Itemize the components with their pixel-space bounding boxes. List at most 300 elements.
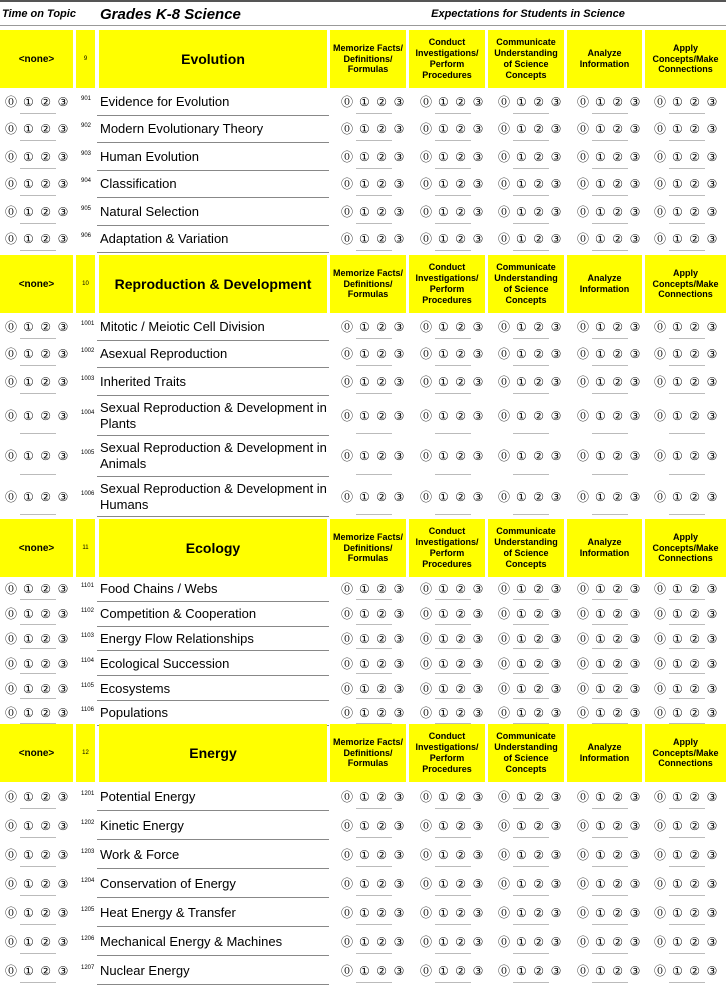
rating-bubble-2[interactable]: ② (533, 232, 545, 247)
rating-bubble-0[interactable]: ⓪ (653, 963, 666, 978)
rating-bubble-1[interactable]: ① (594, 963, 606, 978)
rating-bubble-2[interactable]: ② (612, 706, 624, 721)
rating-bubble-3[interactable]: ③ (550, 876, 562, 891)
rating-bubble-3[interactable]: ③ (472, 905, 484, 920)
rating-bubble-1[interactable]: ① (358, 122, 370, 137)
rating-bubble-1[interactable]: ① (515, 681, 527, 696)
rating-bubble-2[interactable]: ② (455, 149, 467, 164)
rating-bubble-2[interactable]: ② (455, 122, 467, 137)
rating-bubble-2[interactable]: ② (533, 319, 545, 334)
rating-bubble-3[interactable]: ③ (472, 876, 484, 891)
rating-bubble-0[interactable]: ⓪ (419, 489, 432, 504)
rating-bubble-1[interactable]: ① (671, 374, 683, 389)
rating-bubble-1[interactable]: ① (671, 934, 683, 949)
rating-bubble-2[interactable]: ② (455, 818, 467, 833)
rating-bubble-3[interactable]: ③ (57, 706, 69, 721)
rating-bubble-3[interactable]: ③ (706, 347, 718, 362)
rating-bubble-2[interactable]: ② (689, 449, 701, 464)
rating-bubble-0[interactable]: ⓪ (419, 232, 432, 247)
rating-bubble-0[interactable]: ⓪ (653, 408, 666, 423)
rating-bubble-1[interactable]: ① (515, 631, 527, 646)
rating-bubble-2[interactable]: ② (455, 963, 467, 978)
rating-bubble-3[interactable]: ③ (57, 905, 69, 920)
rating-bubble-1[interactable]: ① (671, 449, 683, 464)
rating-bubble-1[interactable]: ① (437, 818, 449, 833)
rating-bubble-1[interactable]: ① (22, 631, 34, 646)
rating-bubble-3[interactable]: ③ (472, 489, 484, 504)
rating-bubble-2[interactable]: ② (612, 232, 624, 247)
rating-bubble-3[interactable]: ③ (393, 706, 405, 721)
rating-bubble-3[interactable]: ③ (393, 232, 405, 247)
rating-bubble-1[interactable]: ① (515, 905, 527, 920)
rating-bubble-1[interactable]: ① (594, 347, 606, 362)
rating-bubble-0[interactable]: ⓪ (576, 122, 589, 137)
rating-bubble-2[interactable]: ② (376, 204, 388, 219)
rating-bubble-3[interactable]: ③ (550, 94, 562, 109)
rating-bubble-0[interactable]: ⓪ (653, 905, 666, 920)
rating-bubble-2[interactable]: ② (40, 847, 52, 862)
rating-bubble-2[interactable]: ② (376, 818, 388, 833)
rating-bubble-0[interactable]: ⓪ (653, 818, 666, 833)
rating-bubble-0[interactable]: ⓪ (4, 489, 17, 504)
rating-bubble-3[interactable]: ③ (629, 905, 641, 920)
rating-bubble-1[interactable]: ① (515, 374, 527, 389)
rating-bubble-0[interactable]: ⓪ (340, 204, 353, 219)
rating-bubble-3[interactable]: ③ (550, 905, 562, 920)
rating-bubble-1[interactable]: ① (515, 607, 527, 622)
rating-bubble-0[interactable]: ⓪ (653, 149, 666, 164)
rating-bubble-0[interactable]: ⓪ (576, 204, 589, 219)
rating-bubble-1[interactable]: ① (594, 408, 606, 423)
rating-bubble-1[interactable]: ① (358, 607, 370, 622)
rating-bubble-3[interactable]: ③ (550, 934, 562, 949)
rating-bubble-2[interactable]: ② (40, 204, 52, 219)
rating-bubble-3[interactable]: ③ (57, 449, 69, 464)
rating-bubble-3[interactable]: ③ (629, 789, 641, 804)
rating-bubble-3[interactable]: ③ (393, 905, 405, 920)
rating-bubble-1[interactable]: ① (437, 963, 449, 978)
rating-bubble-1[interactable]: ① (671, 607, 683, 622)
rating-bubble-0[interactable]: ⓪ (497, 582, 510, 597)
rating-bubble-3[interactable]: ③ (629, 94, 641, 109)
rating-bubble-2[interactable]: ② (376, 905, 388, 920)
rating-bubble-2[interactable]: ② (533, 122, 545, 137)
rating-bubble-0[interactable]: ⓪ (340, 177, 353, 192)
rating-bubble-0[interactable]: ⓪ (419, 963, 432, 978)
rating-bubble-0[interactable]: ⓪ (653, 876, 666, 891)
rating-bubble-1[interactable]: ① (437, 232, 449, 247)
rating-bubble-3[interactable]: ③ (629, 319, 641, 334)
rating-bubble-0[interactable]: ⓪ (419, 934, 432, 949)
rating-bubble-1[interactable]: ① (437, 347, 449, 362)
rating-bubble-1[interactable]: ① (22, 934, 34, 949)
rating-bubble-3[interactable]: ③ (706, 789, 718, 804)
rating-bubble-0[interactable]: ⓪ (653, 582, 666, 597)
rating-bubble-1[interactable]: ① (22, 204, 34, 219)
rating-bubble-1[interactable]: ① (671, 631, 683, 646)
rating-bubble-2[interactable]: ② (376, 963, 388, 978)
rating-bubble-1[interactable]: ① (515, 934, 527, 949)
rating-bubble-0[interactable]: ⓪ (576, 347, 589, 362)
rating-bubble-3[interactable]: ③ (393, 963, 405, 978)
rating-bubble-0[interactable]: ⓪ (4, 818, 17, 833)
rating-bubble-3[interactable]: ③ (472, 408, 484, 423)
none-option[interactable]: <none> (0, 724, 73, 782)
rating-bubble-2[interactable]: ② (455, 656, 467, 671)
rating-bubble-3[interactable]: ③ (550, 631, 562, 646)
rating-bubble-2[interactable]: ② (689, 408, 701, 423)
rating-bubble-1[interactable]: ① (671, 319, 683, 334)
rating-bubble-1[interactable]: ① (594, 319, 606, 334)
rating-bubble-2[interactable]: ② (376, 631, 388, 646)
rating-bubble-3[interactable]: ③ (706, 408, 718, 423)
rating-bubble-1[interactable]: ① (358, 631, 370, 646)
none-option[interactable]: <none> (0, 519, 73, 577)
rating-bubble-2[interactable]: ② (533, 177, 545, 192)
rating-bubble-1[interactable]: ① (671, 818, 683, 833)
rating-bubble-2[interactable]: ② (533, 905, 545, 920)
rating-bubble-3[interactable]: ③ (706, 122, 718, 137)
rating-bubble-2[interactable]: ② (533, 408, 545, 423)
rating-bubble-3[interactable]: ③ (550, 582, 562, 597)
rating-bubble-3[interactable]: ③ (57, 204, 69, 219)
rating-bubble-2[interactable]: ② (533, 681, 545, 696)
rating-bubble-1[interactable]: ① (22, 847, 34, 862)
rating-bubble-2[interactable]: ② (455, 177, 467, 192)
rating-bubble-3[interactable]: ③ (393, 607, 405, 622)
rating-bubble-1[interactable]: ① (358, 847, 370, 862)
rating-bubble-1[interactable]: ① (594, 94, 606, 109)
rating-bubble-0[interactable]: ⓪ (340, 631, 353, 646)
rating-bubble-0[interactable]: ⓪ (653, 607, 666, 622)
rating-bubble-1[interactable]: ① (594, 905, 606, 920)
rating-bubble-0[interactable]: ⓪ (4, 347, 17, 362)
rating-bubble-2[interactable]: ② (40, 789, 52, 804)
rating-bubble-1[interactable]: ① (594, 582, 606, 597)
rating-bubble-0[interactable]: ⓪ (497, 408, 510, 423)
rating-bubble-0[interactable]: ⓪ (4, 582, 17, 597)
rating-bubble-2[interactable]: ② (612, 963, 624, 978)
rating-bubble-3[interactable]: ③ (472, 122, 484, 137)
rating-bubble-0[interactable]: ⓪ (419, 204, 432, 219)
rating-bubble-1[interactable]: ① (594, 818, 606, 833)
rating-bubble-1[interactable]: ① (515, 449, 527, 464)
rating-bubble-2[interactable]: ② (455, 876, 467, 891)
rating-bubble-2[interactable]: ② (612, 449, 624, 464)
rating-bubble-3[interactable]: ③ (629, 449, 641, 464)
rating-bubble-2[interactable]: ② (612, 94, 624, 109)
rating-bubble-3[interactable]: ③ (706, 963, 718, 978)
rating-bubble-2[interactable]: ② (455, 374, 467, 389)
rating-bubble-2[interactable]: ② (612, 582, 624, 597)
rating-bubble-3[interactable]: ③ (393, 789, 405, 804)
rating-bubble-0[interactable]: ⓪ (497, 177, 510, 192)
rating-bubble-1[interactable]: ① (671, 847, 683, 862)
rating-bubble-3[interactable]: ③ (393, 489, 405, 504)
rating-bubble-1[interactable]: ① (515, 347, 527, 362)
rating-bubble-1[interactable]: ① (22, 94, 34, 109)
rating-bubble-0[interactable]: ⓪ (576, 847, 589, 862)
rating-bubble-3[interactable]: ③ (629, 607, 641, 622)
rating-bubble-2[interactable]: ② (40, 818, 52, 833)
rating-bubble-0[interactable]: ⓪ (340, 122, 353, 137)
rating-bubble-3[interactable]: ③ (629, 876, 641, 891)
rating-bubble-2[interactable]: ② (612, 177, 624, 192)
rating-bubble-2[interactable]: ② (376, 876, 388, 891)
rating-bubble-3[interactable]: ③ (550, 681, 562, 696)
rating-bubble-2[interactable]: ② (533, 631, 545, 646)
rating-bubble-2[interactable]: ② (376, 319, 388, 334)
rating-bubble-3[interactable]: ③ (550, 607, 562, 622)
rating-bubble-1[interactable]: ① (22, 489, 34, 504)
rating-bubble-0[interactable]: ⓪ (4, 706, 17, 721)
rating-bubble-3[interactable]: ③ (629, 818, 641, 833)
rating-bubble-0[interactable]: ⓪ (419, 582, 432, 597)
rating-bubble-0[interactable]: ⓪ (340, 449, 353, 464)
rating-bubble-3[interactable]: ③ (472, 818, 484, 833)
rating-bubble-3[interactable]: ③ (472, 789, 484, 804)
rating-bubble-0[interactable]: ⓪ (576, 582, 589, 597)
rating-bubble-0[interactable]: ⓪ (340, 347, 353, 362)
rating-bubble-2[interactable]: ② (40, 656, 52, 671)
rating-bubble-2[interactable]: ② (455, 204, 467, 219)
rating-bubble-1[interactable]: ① (358, 706, 370, 721)
rating-bubble-1[interactable]: ① (358, 489, 370, 504)
rating-bubble-0[interactable]: ⓪ (340, 876, 353, 891)
rating-bubble-1[interactable]: ① (671, 204, 683, 219)
rating-bubble-3[interactable]: ③ (550, 656, 562, 671)
rating-bubble-3[interactable]: ③ (629, 681, 641, 696)
rating-bubble-1[interactable]: ① (671, 177, 683, 192)
rating-bubble-1[interactable]: ① (437, 706, 449, 721)
rating-bubble-2[interactable]: ② (612, 789, 624, 804)
rating-bubble-1[interactable]: ① (437, 489, 449, 504)
rating-bubble-1[interactable]: ① (22, 905, 34, 920)
rating-bubble-3[interactable]: ③ (57, 319, 69, 334)
rating-bubble-3[interactable]: ③ (393, 319, 405, 334)
rating-bubble-1[interactable]: ① (671, 489, 683, 504)
rating-bubble-2[interactable]: ② (689, 818, 701, 833)
rating-bubble-3[interactable]: ③ (57, 408, 69, 423)
rating-bubble-2[interactable]: ② (40, 177, 52, 192)
rating-bubble-3[interactable]: ③ (472, 607, 484, 622)
rating-bubble-2[interactable]: ② (455, 607, 467, 622)
rating-bubble-1[interactable]: ① (671, 408, 683, 423)
rating-bubble-2[interactable]: ② (612, 122, 624, 137)
rating-bubble-2[interactable]: ② (533, 489, 545, 504)
rating-bubble-1[interactable]: ① (594, 706, 606, 721)
rating-bubble-2[interactable]: ② (612, 489, 624, 504)
rating-bubble-2[interactable]: ② (612, 319, 624, 334)
rating-bubble-3[interactable]: ③ (550, 177, 562, 192)
rating-bubble-2[interactable]: ② (376, 347, 388, 362)
rating-bubble-2[interactable]: ② (40, 122, 52, 137)
rating-bubble-2[interactable]: ② (40, 905, 52, 920)
rating-bubble-2[interactable]: ② (533, 818, 545, 833)
rating-bubble-3[interactable]: ③ (629, 177, 641, 192)
rating-bubble-3[interactable]: ③ (472, 934, 484, 949)
rating-bubble-0[interactable]: ⓪ (653, 204, 666, 219)
rating-bubble-1[interactable]: ① (437, 374, 449, 389)
rating-bubble-2[interactable]: ② (40, 681, 52, 696)
rating-bubble-2[interactable]: ② (40, 408, 52, 423)
rating-bubble-2[interactable]: ② (455, 905, 467, 920)
rating-bubble-0[interactable]: ⓪ (497, 847, 510, 862)
rating-bubble-3[interactable]: ③ (550, 408, 562, 423)
rating-bubble-1[interactable]: ① (22, 876, 34, 891)
rating-bubble-2[interactable]: ② (533, 582, 545, 597)
rating-bubble-2[interactable]: ② (612, 876, 624, 891)
rating-bubble-2[interactable]: ② (455, 934, 467, 949)
rating-bubble-1[interactable]: ① (515, 876, 527, 891)
rating-bubble-2[interactable]: ② (376, 122, 388, 137)
rating-bubble-0[interactable]: ⓪ (576, 489, 589, 504)
rating-bubble-3[interactable]: ③ (393, 847, 405, 862)
rating-bubble-3[interactable]: ③ (706, 94, 718, 109)
rating-bubble-0[interactable]: ⓪ (576, 934, 589, 949)
rating-bubble-2[interactable]: ② (533, 149, 545, 164)
rating-bubble-1[interactable]: ① (515, 656, 527, 671)
rating-bubble-0[interactable]: ⓪ (497, 122, 510, 137)
rating-bubble-0[interactable]: ⓪ (340, 607, 353, 622)
rating-bubble-0[interactable]: ⓪ (576, 149, 589, 164)
rating-bubble-2[interactable]: ② (376, 706, 388, 721)
rating-bubble-1[interactable]: ① (358, 408, 370, 423)
rating-bubble-3[interactable]: ③ (550, 706, 562, 721)
rating-bubble-0[interactable]: ⓪ (497, 607, 510, 622)
rating-bubble-3[interactable]: ③ (550, 204, 562, 219)
rating-bubble-0[interactable]: ⓪ (4, 177, 17, 192)
rating-bubble-1[interactable]: ① (671, 706, 683, 721)
rating-bubble-2[interactable]: ② (533, 94, 545, 109)
rating-bubble-3[interactable]: ③ (550, 847, 562, 862)
rating-bubble-2[interactable]: ② (455, 449, 467, 464)
rating-bubble-0[interactable]: ⓪ (419, 847, 432, 862)
rating-bubble-1[interactable]: ① (358, 319, 370, 334)
rating-bubble-0[interactable]: ⓪ (4, 876, 17, 891)
rating-bubble-3[interactable]: ③ (550, 122, 562, 137)
rating-bubble-0[interactable]: ⓪ (419, 656, 432, 671)
rating-bubble-1[interactable]: ① (671, 232, 683, 247)
rating-bubble-0[interactable]: ⓪ (497, 374, 510, 389)
rating-bubble-1[interactable]: ① (437, 449, 449, 464)
rating-bubble-0[interactable]: ⓪ (653, 177, 666, 192)
rating-bubble-2[interactable]: ② (455, 94, 467, 109)
rating-bubble-1[interactable]: ① (594, 847, 606, 862)
rating-bubble-1[interactable]: ① (22, 449, 34, 464)
rating-bubble-0[interactable]: ⓪ (340, 934, 353, 949)
rating-bubble-2[interactable]: ② (612, 347, 624, 362)
rating-bubble-3[interactable]: ③ (57, 347, 69, 362)
rating-bubble-1[interactable]: ① (594, 876, 606, 891)
rating-bubble-3[interactable]: ③ (57, 681, 69, 696)
rating-bubble-1[interactable]: ① (515, 319, 527, 334)
rating-bubble-0[interactable]: ⓪ (419, 607, 432, 622)
rating-bubble-2[interactable]: ② (533, 963, 545, 978)
rating-bubble-3[interactable]: ③ (706, 706, 718, 721)
rating-bubble-2[interactable]: ② (689, 876, 701, 891)
rating-bubble-1[interactable]: ① (594, 232, 606, 247)
rating-bubble-0[interactable]: ⓪ (653, 319, 666, 334)
rating-bubble-1[interactable]: ① (358, 656, 370, 671)
rating-bubble-3[interactable]: ③ (57, 122, 69, 137)
rating-bubble-3[interactable]: ③ (57, 177, 69, 192)
rating-bubble-3[interactable]: ③ (706, 374, 718, 389)
rating-bubble-1[interactable]: ① (515, 204, 527, 219)
rating-bubble-2[interactable]: ② (612, 934, 624, 949)
rating-bubble-2[interactable]: ② (612, 656, 624, 671)
rating-bubble-0[interactable]: ⓪ (576, 818, 589, 833)
rating-bubble-2[interactable]: ② (689, 789, 701, 804)
rating-bubble-0[interactable]: ⓪ (576, 408, 589, 423)
rating-bubble-2[interactable]: ② (689, 204, 701, 219)
rating-bubble-1[interactable]: ① (594, 449, 606, 464)
rating-bubble-3[interactable]: ③ (550, 449, 562, 464)
rating-bubble-0[interactable]: ⓪ (419, 347, 432, 362)
rating-bubble-3[interactable]: ③ (706, 204, 718, 219)
rating-bubble-0[interactable]: ⓪ (4, 963, 17, 978)
rating-bubble-1[interactable]: ① (515, 847, 527, 862)
rating-bubble-3[interactable]: ③ (629, 374, 641, 389)
rating-bubble-3[interactable]: ③ (57, 582, 69, 597)
rating-bubble-3[interactable]: ③ (550, 789, 562, 804)
rating-bubble-0[interactable]: ⓪ (576, 177, 589, 192)
rating-bubble-0[interactable]: ⓪ (4, 232, 17, 247)
rating-bubble-0[interactable]: ⓪ (653, 706, 666, 721)
rating-bubble-0[interactable]: ⓪ (497, 94, 510, 109)
rating-bubble-3[interactable]: ③ (629, 347, 641, 362)
rating-bubble-2[interactable]: ② (455, 582, 467, 597)
rating-bubble-2[interactable]: ② (689, 489, 701, 504)
rating-bubble-2[interactable]: ② (376, 489, 388, 504)
rating-bubble-0[interactable]: ⓪ (419, 374, 432, 389)
rating-bubble-2[interactable]: ② (455, 706, 467, 721)
rating-bubble-0[interactable]: ⓪ (653, 122, 666, 137)
rating-bubble-0[interactable]: ⓪ (340, 656, 353, 671)
rating-bubble-0[interactable]: ⓪ (4, 656, 17, 671)
rating-bubble-1[interactable]: ① (358, 449, 370, 464)
rating-bubble-3[interactable]: ③ (472, 204, 484, 219)
rating-bubble-0[interactable]: ⓪ (497, 818, 510, 833)
rating-bubble-3[interactable]: ③ (629, 232, 641, 247)
rating-bubble-0[interactable]: ⓪ (419, 149, 432, 164)
rating-bubble-1[interactable]: ① (22, 347, 34, 362)
rating-bubble-0[interactable]: ⓪ (653, 656, 666, 671)
rating-bubble-3[interactable]: ③ (57, 94, 69, 109)
rating-bubble-1[interactable]: ① (594, 489, 606, 504)
rating-bubble-1[interactable]: ① (22, 408, 34, 423)
rating-bubble-3[interactable]: ③ (550, 319, 562, 334)
rating-bubble-2[interactable]: ② (689, 582, 701, 597)
rating-bubble-1[interactable]: ① (358, 347, 370, 362)
rating-bubble-1[interactable]: ① (358, 905, 370, 920)
rating-bubble-2[interactable]: ② (40, 449, 52, 464)
rating-bubble-3[interactable]: ③ (550, 232, 562, 247)
rating-bubble-2[interactable]: ② (689, 149, 701, 164)
rating-bubble-2[interactable]: ② (376, 934, 388, 949)
rating-bubble-2[interactable]: ② (40, 607, 52, 622)
rating-bubble-0[interactable]: ⓪ (4, 94, 17, 109)
rating-bubble-1[interactable]: ① (22, 319, 34, 334)
rating-bubble-0[interactable]: ⓪ (340, 149, 353, 164)
rating-bubble-0[interactable]: ⓪ (576, 232, 589, 247)
rating-bubble-0[interactable]: ⓪ (4, 374, 17, 389)
rating-bubble-3[interactable]: ③ (629, 204, 641, 219)
rating-bubble-3[interactable]: ③ (393, 94, 405, 109)
rating-bubble-1[interactable]: ① (358, 149, 370, 164)
rating-bubble-0[interactable]: ⓪ (419, 789, 432, 804)
rating-bubble-0[interactable]: ⓪ (497, 905, 510, 920)
